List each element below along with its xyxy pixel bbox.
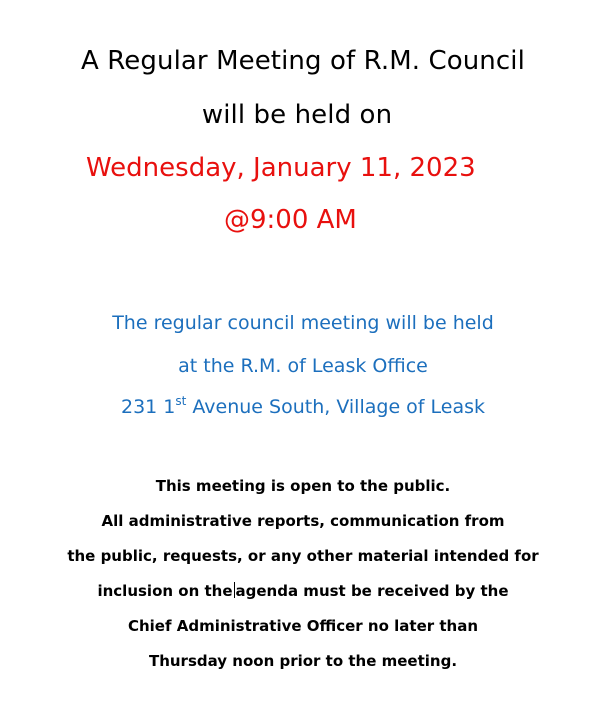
meeting-date: Wednesday, January 11, 2023 xyxy=(86,153,476,183)
heading-line-2: will be held on xyxy=(201,100,393,130)
address-ordinal: st xyxy=(175,394,187,408)
heading-line-1: A Regular Meeting of R.M. Council xyxy=(81,46,525,76)
meeting-time: @9:00 AM xyxy=(224,205,357,235)
notice-line-1: This meeting is open to the public. xyxy=(155,477,451,495)
notice-line-4 xyxy=(0,582,606,600)
location-line-2: at the R.M. of Leask Office xyxy=(178,355,428,377)
address-street: Avenue South, Village of Leask xyxy=(186,396,486,418)
location-line-1: The regular council meeting will be held xyxy=(112,312,494,334)
text-cursor[interactable] xyxy=(234,582,235,598)
notice-line-4-start: inclusion on the xyxy=(97,582,233,600)
notice-line-2: All administrative reports, communication from xyxy=(101,512,505,530)
notice-line-6: Thursday noon prior to the meeting. xyxy=(148,652,458,670)
notice-line-5: Chief Administrative Officer no later than xyxy=(127,617,479,635)
notice-line-4-end: agenda must be received by the xyxy=(235,582,509,600)
location-address xyxy=(0,396,606,418)
notice-line-3: the public, requests, or any other material intended for xyxy=(67,547,539,565)
address-number: 231 1 xyxy=(120,396,176,418)
